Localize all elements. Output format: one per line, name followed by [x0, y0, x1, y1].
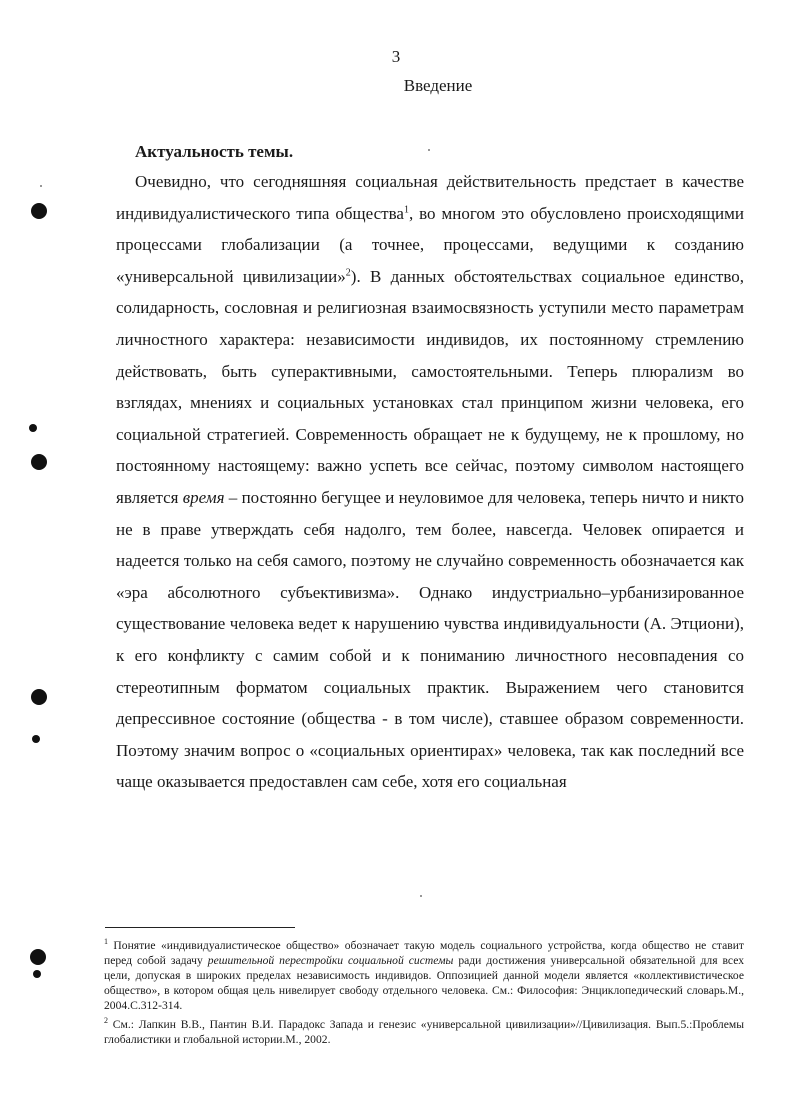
- punch-speck-2: [32, 735, 40, 743]
- footnote-divider: [105, 927, 295, 928]
- section-heading: Актуальность темы.: [135, 142, 294, 161]
- body-text-part: ). В данных обстоятельствах социальное единство, солидарность, сословная и религиозная взаимосвязность уступили место параметрам личностного характера: независимости индивидов, их постоянному стремлению действовать, быть суперактивными, самостоятельными. Теперь плюрализм во взглядах, мнениях и социальных установках стал принципом жизни человека, его социальной стратегией. Современность обращает не к будущему, не к прошлому, но постоянному настоящему: важно успеть все сейчас, поэтому символом настоящего является: [116, 266, 744, 507]
- punch-hole-2: [31, 454, 47, 470]
- footnote-text: ради достижения универсальной обязательной для всех цели, допуская в широких пределах независимость индивидов. Оппозицией данной модели является «коллективистическое общество», в котором общая цель нивелирует свободу отдельного человека. См.: Философия: Энциклопедический словарь.М., 2004.С.312-314.: [104, 953, 744, 1012]
- punch-hole-1: [31, 203, 47, 219]
- body-text-part: – постоянно бегущее и неуловимое для человека, теперь ничто и никто не в праве утверждать себя надолго, тем более, навсегда. Человек опирается и надеется только на себя самого, поэтому не случайно современность обозначается как «эра абсолютного субъективизма». Однако индустриально–урбанизированное существование человека ведет к нарушению чувства индивидуальности (А. Этциони), к его конфликту с самим собой и к пониманию личностного несовпадения со стереотипным форматом социальных практик. Выражением чего становится депрессивное состояние (общества - в том числе), ставшее образом современности. Поэтому значим вопрос о «социальных ориентирах» человека, так как последний все чаще оказывается предоставлен сам себе, хотя его социальная: [116, 487, 744, 792]
- punch-hole-3: [31, 689, 47, 705]
- punch-hole-4: [30, 949, 46, 965]
- body-text-part: , во многом это обусловлено происходящими процессами глобализации (а точнее, процессами, ведущими к созданию «универсальной цивилизации»: [116, 203, 744, 286]
- punch-speck-1: [29, 424, 37, 432]
- scan-speck: [420, 895, 422, 897]
- page-number: 3: [391, 47, 401, 66]
- footnotes: [104, 934, 744, 1047]
- scan-speck: [40, 185, 42, 187]
- scan-speck: [428, 149, 430, 151]
- footnote-emphasis: решительной перестройки социальной системы: [207, 953, 454, 967]
- footnote-ref[interactable]: 2: [345, 267, 351, 279]
- body-text-part: Очевидно, что сегодняшняя социальная действительность предстает в качестве индивидуалистического типа общества: [116, 172, 744, 223]
- footnote-2: [104, 1013, 744, 1047]
- footnote-text: Понятие «индивидуалистическое общество» обозначает такую модель социального устройства, когда общество не ставит перед собой задачу: [104, 938, 744, 967]
- footnote-marker: 2: [104, 1015, 108, 1025]
- body-paragraph: [116, 166, 744, 798]
- emphasized-word: время: [182, 487, 225, 507]
- footnote-ref[interactable]: 1: [403, 203, 409, 215]
- footnote-text: См.: Лапкин В.В., Пантин В.И. Парадокс Запада и генезис «универсальной цивилизации»//Цивилизация. Вып.5.:Проблемы глобалистики и глобальной истории.М., 2002.: [104, 1017, 744, 1046]
- footnote-marker: 1: [104, 937, 108, 946]
- footnote-1: [104, 934, 744, 1013]
- punch-speck-3: [33, 970, 41, 978]
- page-title: Введение: [403, 76, 473, 95]
